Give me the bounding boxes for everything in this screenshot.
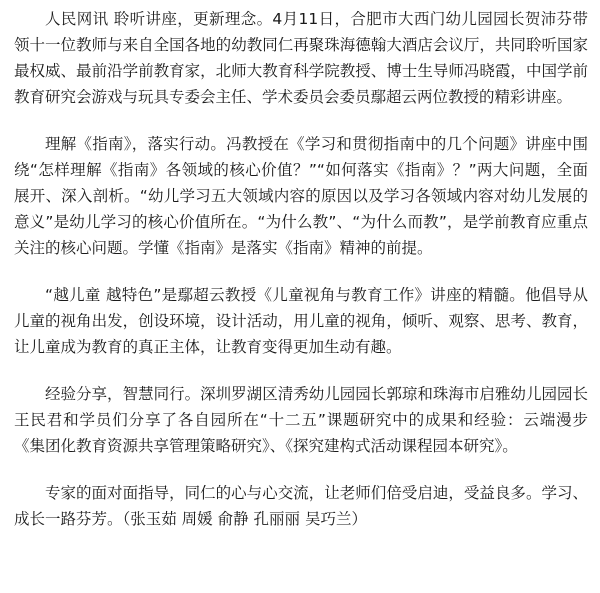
article-paragraph-5: 专家的面对面指导，同仁的心与心交流，让老师们倍受启迪，受益良多。学习、成长一路芬芳。（张玉茹 周媛 俞静 孔丽丽 吴巧兰）	[14, 484, 588, 528]
article-paragraph-1: 人民网讯 聆听讲座，更新理念。4月11日，合肥市大西门幼儿园园长贺沛芬带领十一位教师与来自全国各地的幼教同仁再聚珠海德翰大酒店会议厅，共同聆听国家最权威、最前沿学前教育家，北师大教育科学院教授、博士生导师冯晓霞，中国学前教育研究会游戏与玩具专委会主任、学术委员会委员鄢超云两位教授的精彩讲座。	[14, 10, 588, 106]
article-body	[14, 6, 588, 553]
article-paragraph-3: “越儿童 越特色”是鄢超云教授《儿童视角与教育工作》讲座的精髓。他倡导从儿童的视角出发，创设环境，设计活动，用儿童的视角，倾听、观察、思考、教育，让儿童成为教育的真正主体，让教育变得更加生动有趣。	[14, 286, 588, 356]
article-paragraph-2: 理解《指南》，落实行动。冯教授在《学习和贯彻指南中的几个问题》讲座中围绕“怎样理解《指南》各领域的核心价值？”“如何落实《指南》？”两大问题，全面展开、深入剖析。“幼儿学习五大领域内容的原因以及学习各领域内容对幼儿发展的意义”是幼儿学习的核心价值所在。“为什么教”、“为什么而教”，是学前教育应重点关注的核心问题。学懂《指南》是落实《指南》精神的前提。	[14, 135, 588, 257]
article-paragraph-4: 经验分享，智慧同行。深圳罗湖区清秀幼儿园园长郭琼和珠海市启雅幼儿园园长王民君和学员们分享了各自园所在“十二五”课题研究中的成果和经验：云端漫步《集团化教育资源共享管理策略研究》、《探究建构式活动课程园本研究》。	[14, 385, 588, 455]
